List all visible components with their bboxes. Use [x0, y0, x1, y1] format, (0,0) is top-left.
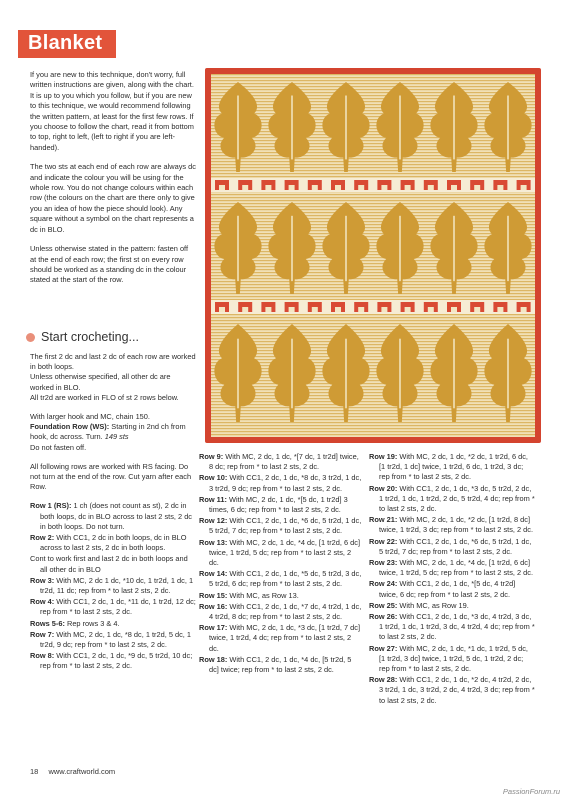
footer-website: www.craftworld.com: [48, 767, 116, 776]
pattern-row: Row 28: With CC1, 2 dc, 1 dc, *2 dc, 4 tr2d, 2 dc, 3 tr2d, 1 dc, 3 tr2d, 2 dc, 4 tr2d, 3 dc; rep from * to last 2 sts, 2 dc.: [369, 675, 535, 705]
pattern-row: Row 16: With CC1, 2 dc, 1 dc, *7 dc, 4 tr2d, 1 dc, 4 tr2d, 8 dc; rep from * to last 2 sts, 2 dc.: [199, 601, 362, 622]
cream-notch: [451, 185, 457, 190]
pattern-row: Row 2: With CC1, 2 dc in both loops, dc in BLO across to last 2 sts, 2 dc in both loops.: [30, 533, 187, 553]
cream-notch: [335, 307, 341, 312]
cream-notch: [474, 307, 480, 312]
cream-notch: [312, 185, 318, 190]
pattern-row: Row 15: With MC, as Row 13.: [199, 590, 299, 600]
pattern-row: Row 11: With MC, 2 dc, 1 dc, *[5 dc, 1 tr2d] 3 times, 6 dc; rep from * to last 2 sts, 2 dc.: [199, 494, 348, 515]
cream-notch: [265, 185, 271, 190]
pattern-row: Row 1 (RS): 1 ch (does not count as st), 2 dc in both loops, dc in BLO across to last 2 sts, 2 dc in both loops. Do not turn.: [30, 501, 192, 531]
cream-notch: [312, 307, 318, 312]
note: With larger hook and MC, chain 150. Foundation Row (WS): Starting in 2nd ch from hook, dc across. Turn. 149 sts Do not fasten off.: [30, 412, 186, 452]
pattern-row: Row 10: With CC1, 2 dc, 1 dc, *8 dc, 3 tr2d, 1 dc, 3 tr2d, 9 dc; rep from * to last 2 sts, 2 dc.: [199, 473, 362, 493]
cream-notch: [497, 307, 503, 312]
pattern-row: Row 17: With MC, 2 dc, 1 dc, *3 dc, [1 tr2d, 7 dc] twice, 1 tr2d, 4 dc; rep from * to last 2 sts, 2 dc.: [199, 623, 361, 653]
blanket-photo: [205, 68, 541, 443]
pattern-row: Row 20: With CC1, 2 dc, 1 dc, *3 dc, 5 tr2d, 2 dc, 1 tr2d, 1 dc, 1 tr2d, 2 dc, 5 tr2d, 4 dc; rep from * to last 2 sts, 2 dc.: [369, 483, 535, 514]
watermark: PassionForum.ru: [502, 787, 560, 796]
pattern-row: Row 7: With MC, 2 dc, 1 dc, *8 dc, 1 tr2d, 5 dc, 1 tr2d, 9 dc; rep from * to last 2 sts, 2 dc.: [30, 629, 192, 650]
intro-paragraph: If you are new to this technique, don't worry, full written instructions are given, along with the chart. It is up to you which you follow, but if you are new to this technique, we would recommend following the written pattern, at least for the first few rows. If you choose to follow the chart, read it from bottom to top, right to left, (left to right if you are left-handed).: [30, 70, 194, 152]
pattern-row: Row 14: With CC1, 2 dc, 1 dc, *5 dc, 5 tr2d, 3 dc, 5 tr2d, 6 dc; rep from * to last 2 sts, 2 dc.: [199, 569, 362, 589]
section-heading: [26, 330, 139, 344]
pattern-row: Row 3: With MC, 2 dc 1 dc, *10 dc, 1 tr2d, 1 dc, 1 tr2d, 11 dc; rep from * to last 2 sts, 2 dc.: [30, 575, 194, 596]
pattern-row: Rows 5-6: Rep rows 3 & 4.: [30, 618, 120, 628]
pattern-row: Row 25: With MC, as Row 19.: [369, 600, 469, 610]
cream-notch: [381, 185, 387, 190]
cream-notch: [219, 185, 225, 190]
page-footer: [30, 767, 115, 776]
cream-notch: [521, 307, 527, 312]
intro-paragraph: The two sts at each end of each row are always dc and indicate the colour you will be using for the whole row. You do not change colours within each row (the colours on the chart are there only to give you an idea of how the piece should look). Any square without a symbol on the chart represents a dc in BLO.: [30, 162, 196, 234]
pattern-row: Row 21: With MC, 2 dc, 1 dc, *2 dc, [1 tr2d, 8 dc] twice, 1 tr2d, 3 dc; rep from * to last 2 sts, 2 dc.: [369, 515, 534, 535]
cream-notch: [405, 307, 411, 312]
border-band: [211, 178, 535, 192]
intro-text: [30, 70, 196, 295]
pattern-row: Row 12: With CC1, 2 dc, 1 dc, *6 dc, 5 tr2d, 1 dc, 5 tr2d, 7 dc; rep from * to last 2 sts, 2 dc.: [199, 516, 362, 536]
cream-notch: [335, 185, 341, 190]
border-band: [211, 300, 535, 314]
pattern-row: Row 19: With MC, 2 dc, 1 dc, *2 dc, 1 tr2d, 6 dc, [1 tr2d, 1 dc] twice, 1 tr2d, 6 dc, 1 tr2d, 3 dc; rep from * to last 2 sts, 2 dc.: [369, 452, 528, 482]
cream-notch: [428, 307, 434, 312]
section-heading-text: Start crocheting...: [41, 330, 139, 344]
cream-notch: [428, 185, 434, 190]
pattern-row: Row 26: With CC1, 2 dc, 1 dc, *3 dc, 4 tr2d, 3 dc, 1 tr2d, 1 dc, 1 tr2d, 3 dc, 4 tr2d, 4 dc; rep from * to last 2 sts, 2 dc.: [369, 612, 535, 642]
cream-notch: [521, 185, 527, 190]
cream-notch: [474, 185, 480, 190]
note: All following rows are worked with RS facing. Do not turn at the end of the row. Cut yarn after each Row.: [30, 461, 192, 492]
note: The first 2 dc and last 2 dc of each row are worked in both loops. Unless otherwise specified, all other dc are worked in BLO. All tr2d are worked in FLO of st 2 rows below.: [30, 352, 196, 402]
pattern-row: Row 8: With CC1, 2 dc, 1 dc, *9 dc, 5 tr2d, 10 dc; rep from * to last 2 sts, 2 dc.: [30, 651, 193, 671]
cream-notch: [265, 307, 271, 312]
cream-notch: [358, 185, 364, 190]
cream-notch: [242, 185, 248, 190]
pattern-row: Cont to work first and last 2 dc in both loops and all other dc in BLO: [30, 554, 188, 574]
pattern-row: Row 13: With MC, 2 dc, 1 dc, *4 dc, [1 tr2d, 6 dc] twice, 1 tr2d, 5 dc; rep from * to last 2 sts, 2 dc.: [199, 537, 361, 568]
cream-notch: [289, 307, 295, 312]
cream-notch: [451, 307, 457, 312]
intro-paragraph: Unless otherwise stated in the pattern: fasten off at the end of each row; the first st on every row should be worked as a standing dc in the colour stated at the start of the row.: [30, 244, 189, 285]
cream-notch: [381, 307, 387, 312]
instructions-column-2: [199, 452, 362, 676]
instructions-column-3: [369, 452, 535, 707]
cream-notch: [219, 307, 225, 312]
cream-notch: [358, 307, 364, 312]
cream-notch: [242, 307, 248, 312]
cream-notch: [405, 185, 411, 190]
pattern-row: Row 9: With MC, 2 dc, 1 dc, *[7 dc, 1 tr2d] twice, 8 dc; rep from * to last 2 sts, 2 dc.: [199, 452, 359, 472]
pattern-row: Row 22: With CC1, 2 dc, 1 dc, *6 dc, 5 tr2d, 1 dc, 5 tr2d, 7 dc; rep from * to last 2 sts, 2 dc.: [369, 536, 532, 556]
pattern-row: Row 27: With MC, 2 dc, 1 dc, *1 dc, 1 tr2d, 5 dc, [1 tr2d, 3 dc] twice, 1 tr2d, 5 dc, 1 tr2d, 2 dc; rep from * to last 2 sts, 2 dc.: [369, 643, 528, 674]
cream-notch: [497, 185, 503, 190]
page-title: Blanket: [18, 30, 116, 58]
cream-notch: [289, 185, 295, 190]
pattern-row: Row 18: With CC1, 2 dc, 1 dc, *4 dc, [5 tr2d, 5 dc] twice; rep from * to last 2 sts, 2 dc.: [199, 654, 352, 675]
page-number: 18: [30, 767, 39, 776]
bullet-dot: [26, 333, 35, 342]
pattern-row: Row 23: With MC, 2 dc, 1 dc, *4 dc, [1 tr2d, 6 dc] twice, 1 tr2d, 5 dc; rep from * to last 2 sts, 2 dc.: [369, 558, 534, 578]
instructions-column-1: [30, 352, 196, 673]
pattern-row: Row 24: With CC1, 2 dc, 1 dc, *[5 dc, 4 tr2d] twice, 6 dc; rep from * to last 2 sts, 2 dc.: [369, 579, 516, 599]
pattern-row: Row 4: With CC1, 2 dc, 1 dc, *11 dc, 1 tr2d, 12 dc; rep from * to last 2 sts, 2 dc.: [30, 597, 196, 617]
